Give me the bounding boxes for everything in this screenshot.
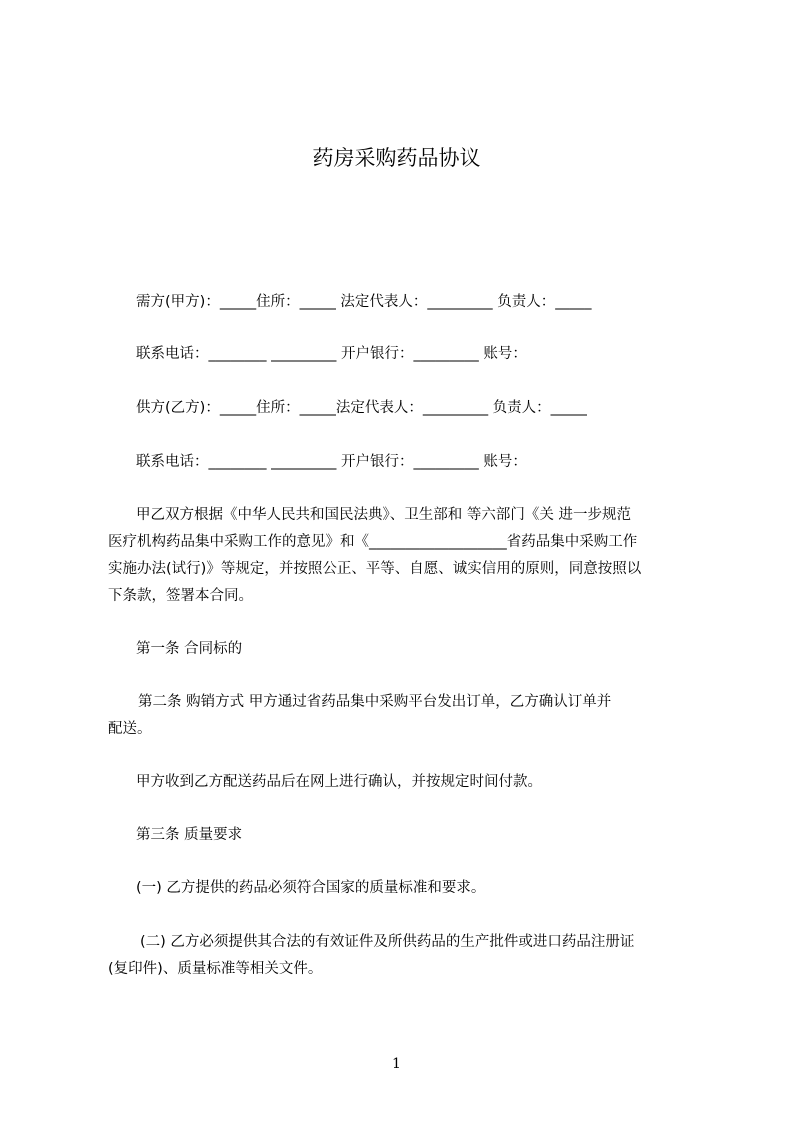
page-number: 1 [392,1056,401,1072]
party-a-contact-line: 联系电话：________ _________ 开户银行：_________ 账号： [136,346,527,362]
preamble-line: 下条款，签署本合同。 [108,588,253,604]
article-2-line: 第二条 购销方式 甲方通过省药品集中采购平台发出订单，乙方确认订单并 [138,694,612,710]
quality-item-2-line: (二) 乙方必须提供其合法的有效证件及所供药品的生产批件或进口药品注册证 [140,934,635,950]
article-1-heading: 第一条 合同标的 [136,641,243,657]
article-2-line: 配送。 [108,721,152,737]
preamble-line: 实施办法(试行)》等规定，并按照公正、平等、自愿、诚实信用的原则，同意按照以 [108,561,642,577]
party-a-line: 需方(甲方)：_____住所：_____ 法定代表人：_________ 负责人：_____ [136,294,592,310]
quality-item-1: (一) 乙方提供的药品必须符合国家的质量标准和要求。 [136,880,486,896]
document-title: 药房采购药品协议 [312,146,481,170]
quality-item-2-line: (复印件)、质量标准等相关文件。 [108,961,323,977]
payment-paragraph: 甲方收到乙方配送药品后在网上进行确认，并按规定时间付款。 [136,774,542,790]
article-3-heading: 第三条 质量要求 [136,827,243,843]
party-b-line: 供方(乙方)：_____住所：_____法定代表人：_________ 负责人：_____ [136,400,587,416]
party-b-contact-line: 联系电话：________ _________ 开户银行：_________ 账号： [136,454,527,470]
preamble-line: 甲乙双方根据《中华人民共和国民法典》、卫生部和 等六部门《关 进一步规范 [136,507,631,523]
preamble-line: 医疗机构药品集中采购工作的意见》和《___________________省药品集中采购工作 [108,534,638,550]
